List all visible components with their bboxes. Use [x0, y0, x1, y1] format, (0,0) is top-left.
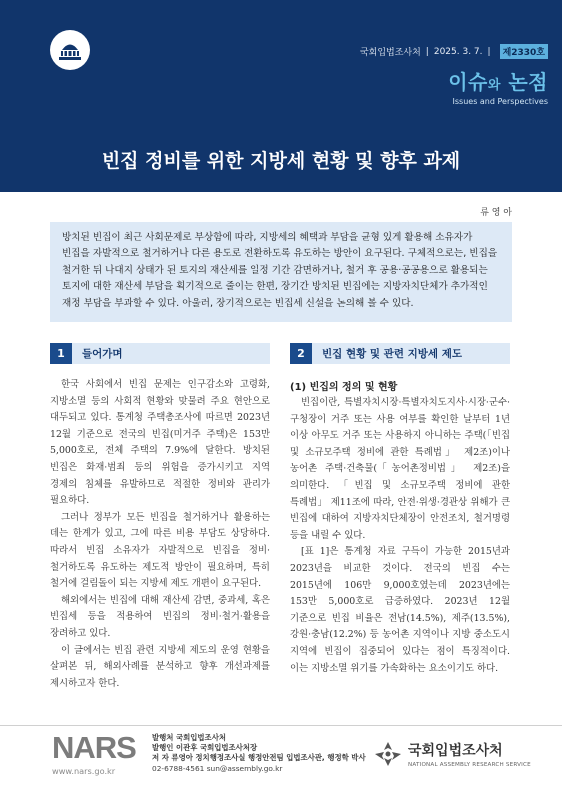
section-body: [290, 395, 510, 677]
nars-emblem-icon: [372, 740, 404, 768]
org-name: 국회입법조사처: [408, 743, 503, 759]
series-branding: [448, 66, 548, 106]
nars-logo: [52, 732, 136, 776]
author-name: 류 영 아: [480, 208, 512, 218]
publisher-line: 발행처 국회입법조사처: [152, 733, 226, 742]
publisher-name: 국회입법조사처: [359, 48, 421, 58]
right-column: [290, 343, 510, 677]
section-body: [50, 377, 270, 692]
org-name-english: NATIONAL ASSEMBLY RESEARCH SERVICE: [408, 762, 531, 768]
summary-box: 방치된 빈집이 최근 사회문제로 부상함에 따라, 지방세의 혜택과 부담을 균형 있게 활용해 소유자가 빈집을 자발적으로 철거하거나 다른 용도로 전환하도록 유도하는 방안이 요구된다. 구체적으로는, 빈집을 철거한 뒤 나대지 상태가 된 토지의 재산세를 일정 기간 감면하거나, 철거 후 공용·공공용으로 활용되는 토지에 대한 재산세 부담을 획기적으로 줄이는 한편, 장기간 방치된 빈집에는 지방자치단체가 추가적인 재정 부담을 부과할 수 있다. 아울러, 장기적으로는 빈집세 신설을 논의해 볼 수 있다.: [50, 222, 512, 322]
paragraph: 이 글에서는 빈집 관련 지방세 제도의 운영 현황을 살펴본 뒤, 해외사례를 분석하고 향후 개선과제를 제시하고자 한다.: [50, 644, 270, 689]
publication-credits: [152, 733, 366, 774]
series-subtitle: Issues and Perspectives: [452, 97, 548, 106]
section-heading: [50, 343, 270, 364]
paragraph: [표 1]은 통계청 자료 구득이 가능한 2015년과 2023년을 비교한 것이다. 전국의 빈집 수는 2015년에 106만 9,000호였는데 2023년에는 153만 5,000호로 급증하였다. 2023년 12월 기준으로 빈집 비율은 전남(14.5%), 제주(13.5%), 강원·충남(12.2%) 등 농어촌 지역이나 지방 중소도시 지역에 빈집이 집중되어 있다는 점이 특징적이다. 이는 지방소멸 위기를 가속화하는 요소이기도 하다.: [290, 546, 510, 674]
section-number: 2: [290, 343, 312, 364]
paragraph: 해외에서는 빈집에 대해 재산세 감면, 중과세, 혹은 빈집세 등을 적용하여 빈집의 정비·철거·활용을 장려하고 있다.: [50, 594, 270, 639]
section-title: 들어가며: [82, 348, 123, 360]
national-assembly-logo-icon: [50, 30, 90, 70]
section-title: 빈집 현황 및 관련 지방세 제도: [322, 348, 462, 360]
website-url: www.nars.go.kr: [52, 766, 116, 776]
footer-divider: [0, 725, 562, 726]
nars-wordmark: NARS: [52, 730, 136, 765]
publication-meta: 국회입법조사처 | 2025. 3. 7. | 제2330호: [360, 44, 548, 59]
issuer-line: 발행인 이관후 국회입법조사처장: [152, 743, 258, 753]
subsection-heading: (1) 빈집의 정의 및 현황: [290, 382, 398, 393]
series-title: 이슈와 논점: [448, 70, 548, 94]
publication-date: 2025. 3. 7.: [433, 46, 483, 57]
section-number: 1: [50, 343, 72, 364]
paragraph: 빈집이란, 특별자치시장·특별자치도지사·시장·군수·구청장이 거주 또는 사용 여부를 확인한 날부터 1년 이상 아무도 거주 또는 사용하지 아니하는 주택(「빈집 및 소규모주택 정비에 관한 특례법」 제2조)이나 농어촌 주택·건축물(「농어촌정비법」 제2조)을 의미한다. 「빈집 및 소규모주택 정비에 관한 특례법」 제11조에 따라, 안전·위생·경관상 위해가 큰 빈집에 대하여 지방자치단체장이 안전조치, 철거명령 등을 내릴 수 있다.: [290, 397, 510, 541]
author-line: 저 자 류영아 정치행정조사실 행정안전팀 입법조사관, 행정학 박사: [152, 753, 366, 763]
paragraph: 그러나 정부가 모든 빈집을 철거하거나 활용하는 데는 한계가 있고, 그에 따른 비용 부담도 상당하다. 따라서 빈집 소유자가 자발적으로 빈집을 정비·철거하도록 유도하는 제도적 방안이 필요하며, 특히 철거에 걸림돌이 되는 지방세 제도 개편이 요구된다.: [50, 511, 270, 590]
contact-line: 02-6788-4561 sun@assembly.go.kr: [152, 763, 283, 773]
section-heading: [290, 343, 510, 364]
header-banner: [0, 0, 562, 192]
left-column: [50, 343, 270, 692]
org-logo: [372, 740, 531, 768]
paragraph: 한국 사회에서 빈집 문제는 인구감소와 고령화, 지방소멸 등의 사회적 현황와 맞물려 주요 현안으로 대두되고 있다. 통계청 주택총조사에 따르면 2023년 12월 기준으로 전국의 빈집(미거주 주택)은 153만 5,000호로, 전체 주택의 7.9%에 달한다. 방치된 빈집은 화재·범죄 등의 위험을 증가시키고 지역 경제의 침체를 유발하므로 적절한 정비와 관리가 필요하다.: [50, 379, 270, 507]
issue-number-badge: 제2330호: [500, 44, 548, 59]
page-title: 빈집 정비를 위한 지방세 현황 및 향후 과제: [101, 150, 461, 172]
